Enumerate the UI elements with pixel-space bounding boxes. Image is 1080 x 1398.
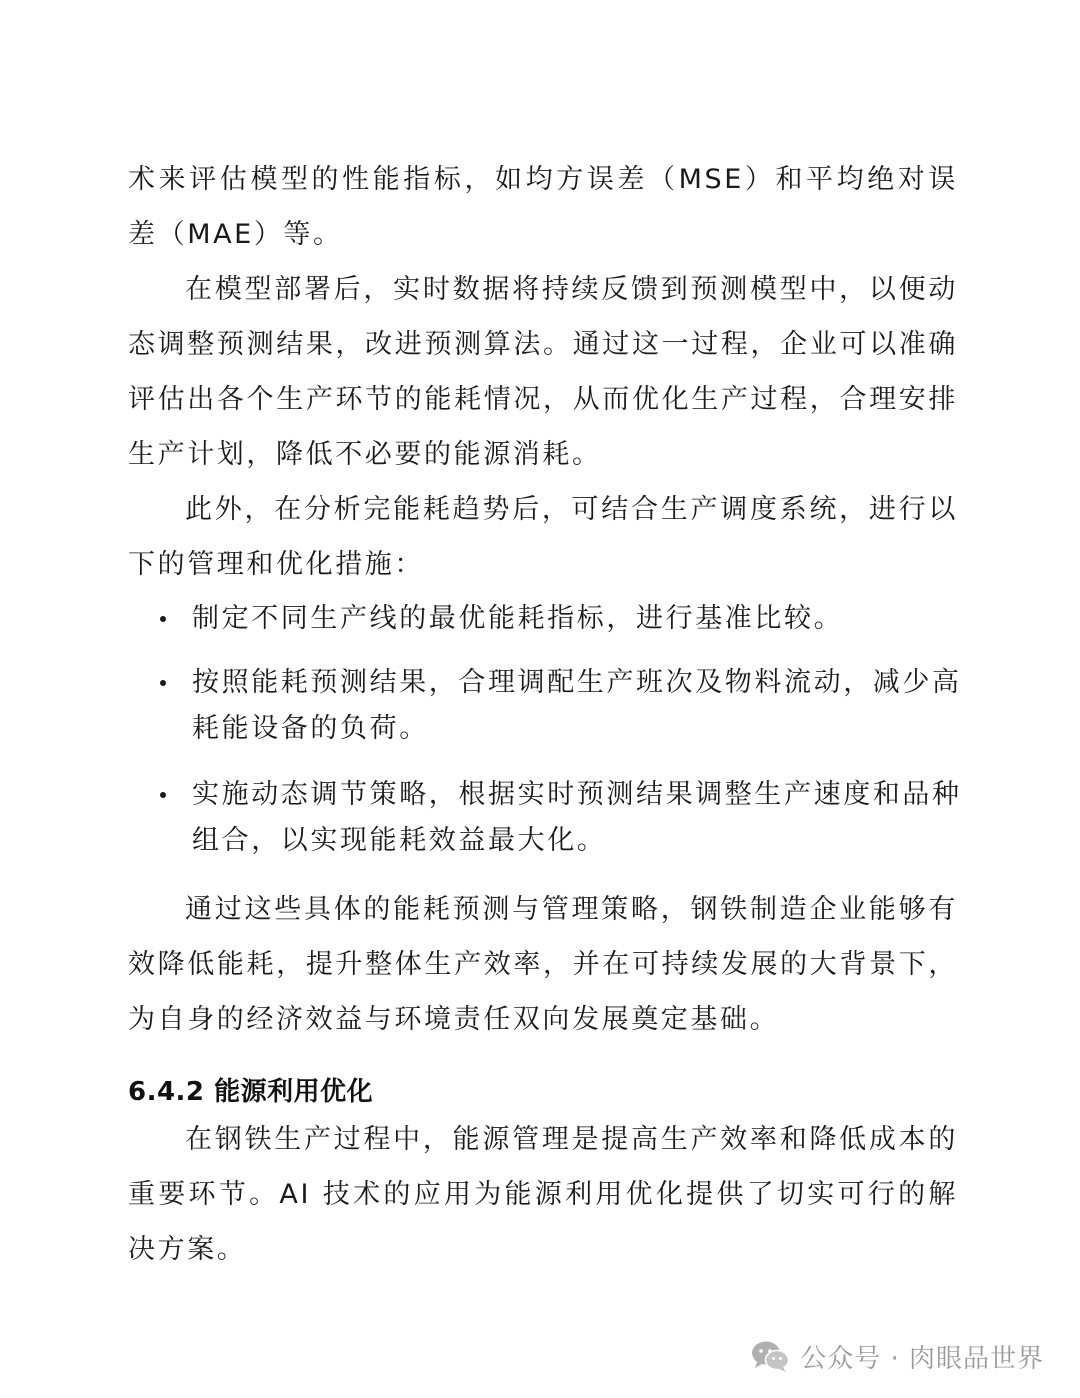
paragraph-measures-intro: 此外，在分析完能耗趋势后，可结合生产调度系统，进行以下的管理和优化措施： (128, 494, 958, 580)
watermark-text: 公众号 · 肉眼品世界 (800, 1343, 1044, 1374)
list-item-text: 实施动态调节策略，根据实时预测结果调整生产速度和品种组合，以实现能耗效益最大化。 (192, 779, 962, 856)
section-heading: 6.4.2 能源利用优化 (128, 1077, 374, 1107)
list-item-text: 制定不同生产线的最优能耗指标，进行基准比较。 (192, 603, 844, 634)
paragraph-metrics: 术来评估模型的性能指标，如均方误差（MSE）和平均绝对误差（MAE）等。 (128, 164, 958, 250)
list-item (192, 596, 962, 642)
bullet-icon (160, 792, 166, 798)
watermark (750, 1336, 1044, 1376)
list-item (192, 660, 962, 752)
bullet-icon (160, 680, 166, 686)
paragraph-deployment: 在模型部署后，实时数据将持续反馈到预测模型中，以便动态调整预测结果，改进预测算法。通过这一过程，企业可以准确评估出各个生产环节的能耗情况，从而优化生产过程，合理安排生产计划，降低不必要的能源消耗。 (128, 274, 958, 470)
list-item (192, 772, 962, 864)
paragraph-conclusion: 通过这些具体的能耗预测与管理策略，钢铁制造企业能够有效降低能耗，提升整体生产效率，并在可持续发展的大背景下，为自身的经济效益与环境责任双向发展奠定基础。 (128, 894, 958, 1035)
wechat-icon (750, 1338, 790, 1374)
list-item-text: 按照能耗预测结果，合理调配生产班次及物料流动，减少高耗能设备的负荷。 (192, 667, 962, 744)
bullet-icon (160, 616, 166, 622)
paragraph-energy-optimization: 在钢铁生产过程中，能源管理是提高生产效率和降低成本的重要环节。AI 技术的应用为能源利用优化提供了切实可行的解决方案。 (128, 1124, 958, 1265)
